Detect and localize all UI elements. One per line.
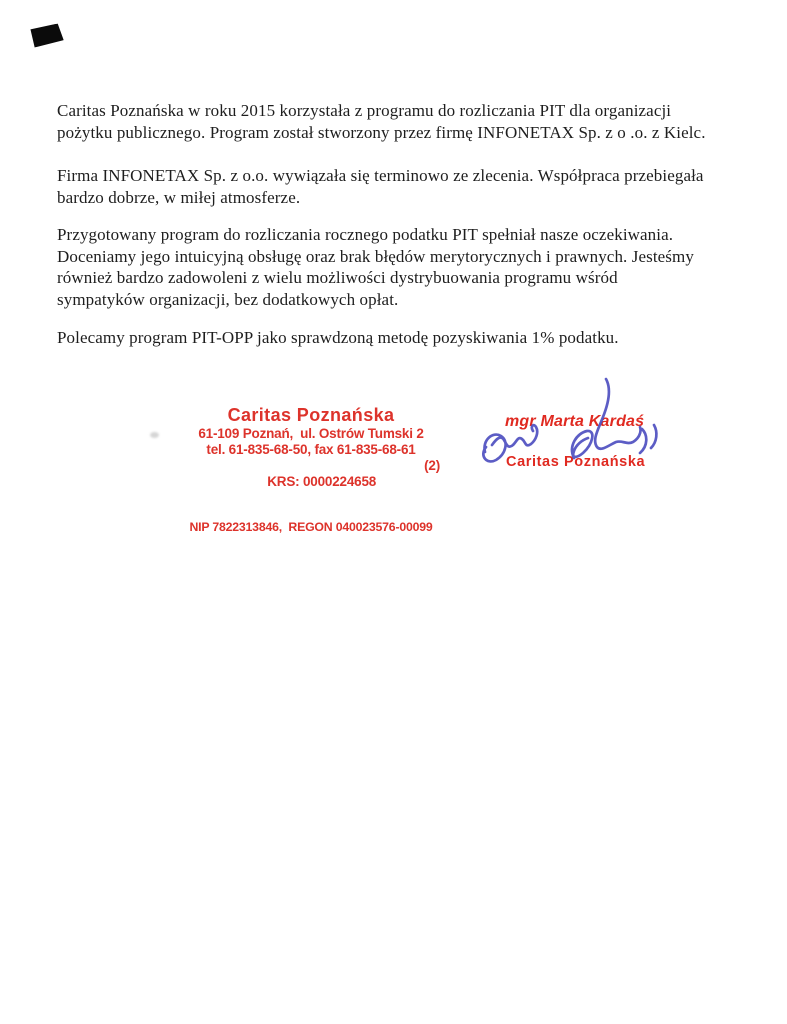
- signer-name-stamp: mgr Marta Kardaś: [505, 413, 645, 430]
- paragraph-line: Caritas Poznańska w roku 2015 korzystała z programu do rozliczania PIT dla organizacji: [57, 101, 672, 120]
- paragraph-line: bardzo dobrze, w miłej atmosferze.: [57, 187, 301, 207]
- org-address-stamp: [180, 406, 442, 535]
- signature-stroke-ascender: [595, 379, 646, 453]
- scan-ink-mark: [29, 23, 64, 48]
- stamp-krs-line: [180, 458, 442, 520]
- paragraph-line: pożytku publicznego. Program został stworzony przez firmę INFONETAX Sp. z o .o. z Kielc.: [57, 122, 706, 142]
- stamp-org-name: Caritas Poznańska: [227, 405, 395, 425]
- paragraph-program-review: [57, 224, 694, 311]
- signature-stroke-flick: [651, 425, 656, 448]
- signature-stroke-first-word: [483, 425, 537, 461]
- paragraph-line: Doceniamy jego intuicyjną obsługę oraz brak błędów merytorycznych i prawnych. Jesteśmy: [57, 246, 694, 266]
- paragraph-cooperation: [57, 165, 704, 208]
- paragraph-line: Przygotowany program do rozliczania rocznego podatku PIT spełniał nasze oczekiwania.: [57, 225, 674, 244]
- handwritten-signature-ink: [470, 372, 670, 477]
- paragraph-recommendation: [57, 327, 619, 349]
- paragraph-intro: [57, 100, 706, 143]
- signer-org-stamp: Caritas Poznańska: [506, 454, 646, 470]
- stamp-copy-number: (2): [424, 458, 440, 473]
- stamp-address: 61-109 Poznań, ul. Ostrów Tumski 2: [198, 426, 424, 441]
- stamp-krs-number: KRS: 0000224658: [267, 473, 377, 489]
- paragraph-line: Polecamy program PIT-OPP jako sprawdzoną metodę pozyskiwania 1% podatku.: [57, 328, 619, 347]
- scan-speck: [150, 432, 159, 438]
- paragraph-line: również bardzo zadowoleni z wielu możliwości dystrybuowania programu wśród: [57, 268, 618, 288]
- paragraph-line: sympatyków organizacji, bez dodatkowych opłat.: [57, 290, 399, 310]
- paragraph-line: Firma INFONETAX Sp. z o.o. wywiązała się terminowo ze zlecenia. Współpraca przebiegała: [57, 166, 704, 185]
- stamp-nip-regon: NIP 7822313846, REGON 040023576-00099: [189, 520, 433, 534]
- signature-stroke-second-word-loop: [572, 431, 592, 458]
- stamp-phone-fax: tel. 61-835-68-50, fax 61-835-68-61: [206, 442, 416, 457]
